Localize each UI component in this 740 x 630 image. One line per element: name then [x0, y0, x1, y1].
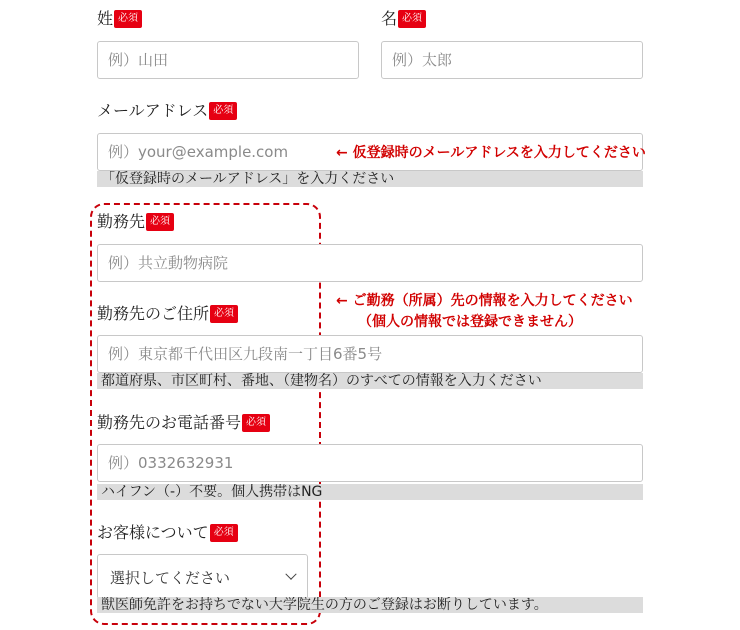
chevron-down-icon — [285, 569, 296, 580]
required-badge: 必須 — [210, 524, 238, 542]
last-name-input[interactable] — [97, 41, 359, 79]
workplace-phone-note: ハイフン（-）不要。個人携帯はNG — [97, 484, 643, 500]
last-name-label-text: 姓 — [97, 9, 114, 28]
workplace-hint-annotation-line1: ← ご勤務（所属）先の情報を入力してください — [336, 293, 633, 309]
customer-type-label-text: お客様について — [97, 523, 209, 542]
workplace-address-note: 都道府県、市区町村、番地、（建物名）のすべての情報を入力ください — [97, 373, 643, 389]
email-label-text: メールアドレス — [97, 101, 209, 120]
workplace-phone-input[interactable] — [97, 444, 643, 482]
customer-type-select[interactable] — [97, 554, 308, 600]
required-badge: 必須 — [242, 414, 270, 432]
workplace-label-text: 勤務先 — [97, 212, 146, 231]
workplace-phone-label-text: 勤務先のお電話番号 — [97, 413, 242, 432]
workplace-address-label — [97, 304, 238, 324]
email-label — [97, 101, 237, 121]
workplace-phone-label — [97, 413, 270, 433]
workplace-label — [97, 212, 174, 232]
email-hint-annotation: ← 仮登録時のメールアドレスを入力してください — [336, 145, 646, 161]
customer-type-label — [97, 523, 238, 543]
required-badge: 必須 — [398, 10, 426, 28]
first-name-label — [381, 9, 426, 29]
first-name-input[interactable] — [381, 41, 643, 79]
workplace-address-label-text: 勤務先のご住所 — [97, 304, 210, 323]
workplace-hint-annotation-line2: （個人の情報では登録できません） — [358, 314, 582, 330]
required-badge: 必須 — [210, 305, 238, 323]
required-badge: 必須 — [209, 102, 237, 120]
email-note: 「仮登録時のメールアドレス」を入力ください — [97, 171, 643, 187]
last-name-label — [97, 9, 142, 29]
workplace-input[interactable] — [97, 244, 643, 282]
first-name-label-text: 名 — [381, 9, 398, 28]
customer-type-selected-value: 選択してください — [110, 568, 231, 587]
workplace-address-input[interactable] — [97, 335, 643, 373]
required-badge: 必須 — [114, 10, 142, 28]
customer-type-note: 獣医師免許をお持ちでない大学院生の方のご登録はお断りしています。 — [97, 597, 643, 613]
required-badge: 必須 — [146, 213, 174, 231]
